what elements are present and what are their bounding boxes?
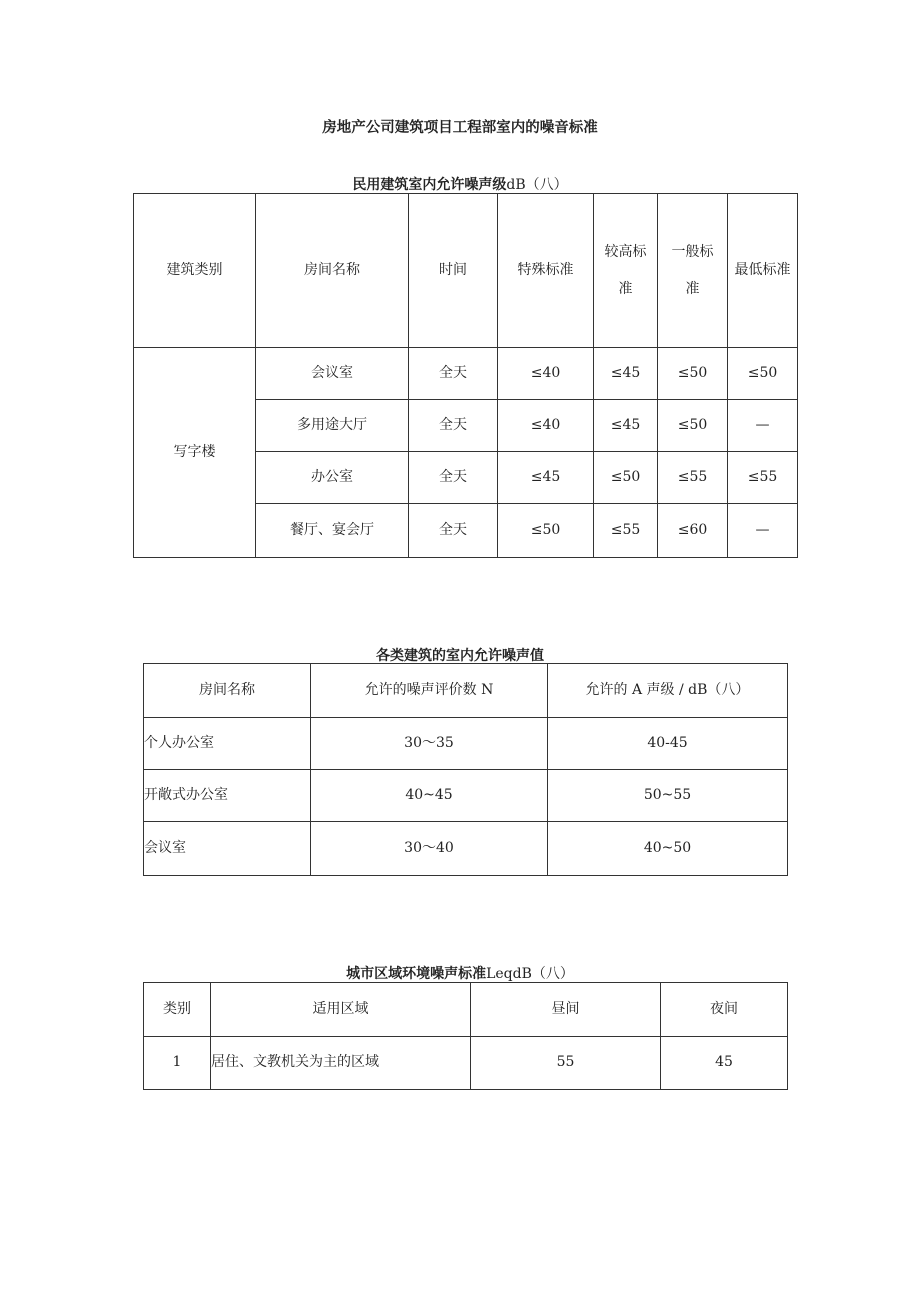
lowest-value: ≤55 [728,452,798,504]
header-room: 房间名称 [144,664,311,718]
lowest-value: ≤50 [728,348,798,400]
special-value: ≤40 [498,348,594,400]
room-name: 多用途大厅 [256,400,409,452]
room-name: 餐厅、宴会厅 [256,504,409,558]
urban-noise-table [143,982,788,1090]
time-value: 全天 [409,452,498,504]
header-area: 适用区域 [211,983,471,1037]
table1-caption [0,174,920,194]
n-value: 30～40 [311,822,548,876]
header-general-line2: 准 [685,280,700,297]
header-n-value: 允许的噪声评价数 N [311,664,548,718]
special-value: ≤45 [498,452,594,504]
room-name: 会议室 [256,348,409,400]
table3-caption-main: 城市区域环境噪声标准 [346,966,487,982]
header-general [658,194,728,348]
a-level: 40-45 [548,718,788,770]
room-name: 会议室 [144,822,311,876]
special-value: ≤40 [498,400,594,452]
higher-value: ≤45 [594,400,658,452]
time-value: 全天 [409,348,498,400]
header-a-level: 允许的 A 声级 / dB（八） [548,664,788,718]
time-value: 全天 [409,504,498,558]
special-value: ≤50 [498,504,594,558]
header-general-line1: 一般标 [671,243,714,260]
time-value: 全天 [409,400,498,452]
header-room: 房间名称 [256,194,409,348]
table-header-row [144,664,788,718]
header-special: 特殊标准 [498,194,594,348]
table-header-row [134,194,798,348]
building-noise-table [143,663,788,876]
indoor-noise-table [133,193,798,558]
room-name: 办公室 [256,452,409,504]
lowest-value: — [728,400,798,452]
general-value: ≤50 [658,400,728,452]
table-row [144,718,788,770]
table1-caption-main: 民用建筑室内允许噪声级 [352,177,507,193]
table-row [144,822,788,876]
general-value: ≤60 [658,504,728,558]
category-value: 1 [144,1037,211,1090]
lowest-value: — [728,504,798,558]
general-value: ≤55 [658,452,728,504]
header-time: 时间 [409,194,498,348]
higher-value: ≤50 [594,452,658,504]
header-higher [594,194,658,348]
header-night: 夜间 [661,983,788,1037]
header-day: 昼间 [471,983,661,1037]
a-level: 40~50 [548,822,788,876]
table3-caption [0,963,920,983]
table3-caption-unit: LeqdB（八） [486,966,574,982]
higher-value: ≤45 [594,348,658,400]
room-name: 个人办公室 [144,718,311,770]
a-level: 50~55 [548,770,788,822]
header-category: 类别 [144,983,211,1037]
category-office-building: 写字楼 [134,348,256,558]
table-row [144,1037,788,1090]
general-value: ≤50 [658,348,728,400]
table-row [134,348,798,400]
day-value: 55 [471,1037,661,1090]
n-value: 30～35 [311,718,548,770]
table1-caption-unit: dB（八） [506,177,568,193]
table-row [144,770,788,822]
table-header-row [144,983,788,1037]
header-higher-line2: 准 [618,280,633,297]
night-value: 45 [661,1037,788,1090]
higher-value: ≤55 [594,504,658,558]
header-higher-line1: 较高标 [604,243,647,260]
room-name: 开敞式办公室 [144,770,311,822]
table2-caption: 各类建筑的室内允许噪声值 [376,648,544,664]
header-lowest: 最低标准 [728,194,798,348]
page-title: 房地产公司建筑项目工程部室内的噪音标准 [322,120,598,136]
area-value: 居住、文教机关为主的区域 [211,1037,471,1090]
n-value: 40~45 [311,770,548,822]
header-category: 建筑类别 [134,194,256,348]
